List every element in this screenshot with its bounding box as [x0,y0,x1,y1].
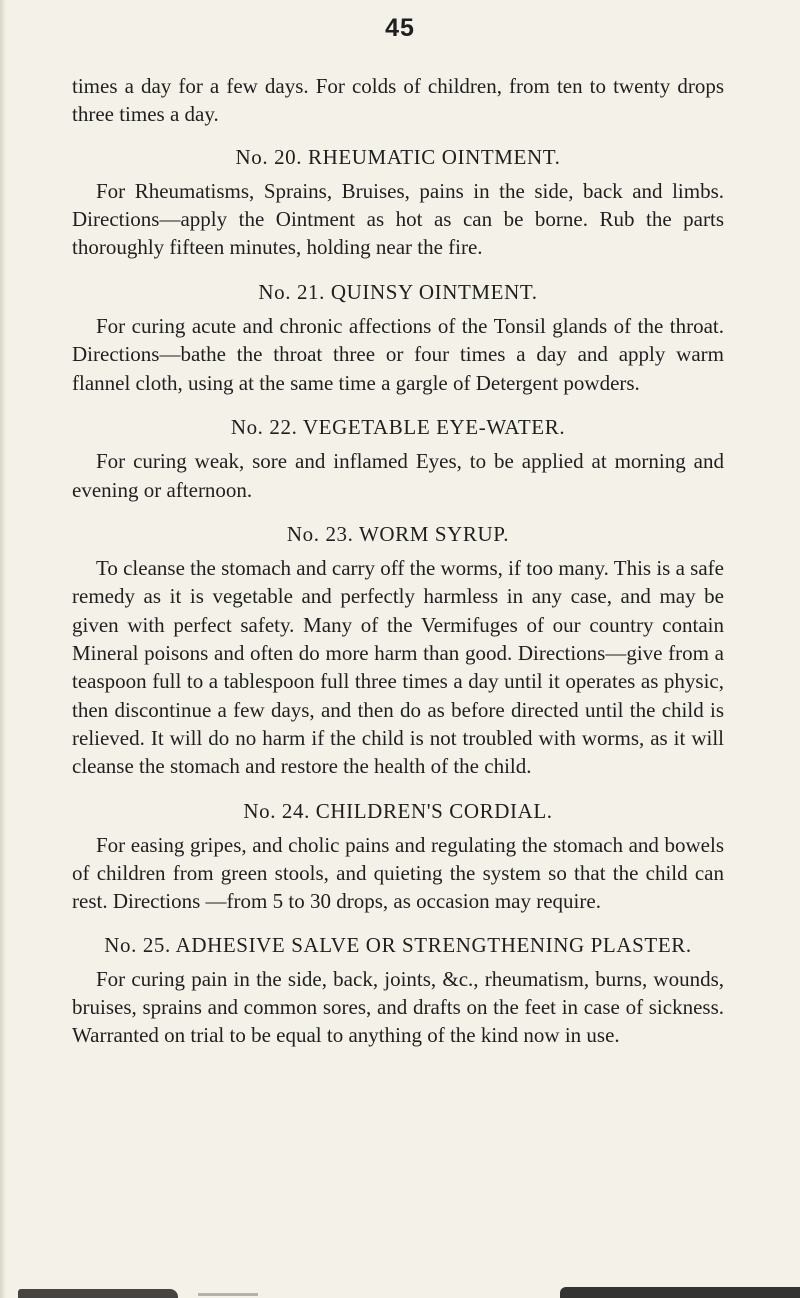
page-number: 45 [385,14,415,42]
section-body-25: For curing pain in the side, back, joints, &c., rheumatism, burns, wounds, bruises, sprains and common sores, and drafts on the feet in case of sickness. Warranted on trial to be equal to anything of the kind now in use. [72,966,724,1048]
section-body-24: For easing gripes, and cholic pains and regulating the stomach and bowels of children from green stools, and quieting the system so that the child can rest. Directions —from 5 to 30 drops, as occasion may require. [72,832,724,914]
intro-paragraph: times a day for a few days. For colds of children, from ten to twenty drops three times a day. [72,74,724,127]
section-body-23: To cleanse the stomach and carry off the worms, if too many. This is a safe remedy as it is vegetable and perfectly harmless in any case, and may be given with perfect safety. Many of the Vermifuges of our country contain Mineral poisons and often do more harm than good. Directions—give from a teaspoon full to a tablespoon full three times a day until it operates as physic, then discontinue a few days, and then do as before directed until the child is relieved. It will do no harm if the child is not troubled with worms, as it will cleanse the stomach and restore the health of the child. [72,556,724,779]
section-heading-22: No. 22. VEGETABLE EYE-WATER. [230,414,566,439]
section-heading-21: No. 21. QUINSY OINTMENT. [258,279,538,304]
scan-edge-artifact [0,1284,800,1298]
section-body-22: For curing weak, sore and inflamed Eyes, to be applied at morning and evening or afternoon. [72,449,724,502]
page-text [72,72,724,1050]
section-heading-24: No. 24. CHILDREN'S CORDIAL. [243,798,553,823]
section-heading-23: No. 23. WORM SYRUP. [286,521,510,546]
section-heading-20: No. 20. RHEUMATIC OINTMENT. [235,144,561,169]
section-heading-25: No. 25. ADHESIVE SALVE OR STRENGTHENING PLASTER. [104,932,692,957]
page-edge-shadow [0,0,6,1298]
section-body-20: For Rheumatisms, Sprains, Bruises, pains in the side, back and limbs. Directions—apply the Ointment as hot as can be borne. Rub the parts thoroughly fifteen minutes, holding near the fire. [72,178,724,260]
section-body-21: For curing acute and chronic affections of the Tonsil glands of the throat. Directions—bathe the throat three or four times a day and apply warm flannel cloth, using at the same time a gargle of Detergent powders. [72,314,724,395]
